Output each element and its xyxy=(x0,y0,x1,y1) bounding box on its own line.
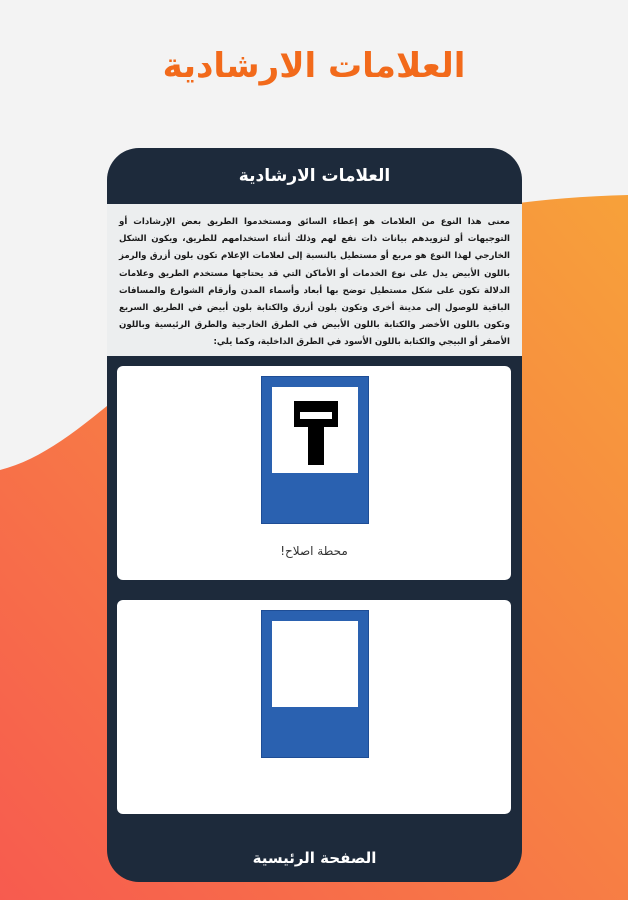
sign-card[interactable] xyxy=(117,366,511,580)
home-page-button[interactable]: الصفحة الرئيسية xyxy=(252,849,377,867)
description-text: معنى هذا النوع من العلامات هو إعطاء السائق ومستخدموا الطريق بعض الإرشادات أو التوجيهات أو لتزويدهم بيانات ذات نفع لهم وذلك أثناء استخدامهم للطريق، ويكون الشكل الخارجي لهذا النوع هو مربع أو مستطيل بالنسبة إلى لعلامات الإعلام تكون بلون أزرق والرمز باللون الأبيض يدل على نوع الخدمات أو الأماكن التي قد يحتاجها مستخدم الطريق وعلامات الدلالة تكون على شكل مستطيل توضح بها أبعاد وأسماء المدن وأرقام الشوارع والمسافات الباقية للوصول إلى مدينة أخرى وتكون بلون أزرق والكتابة بلون أبيض في الطريق السريع وتكون باللون الأخضر والكتابة باللون الأبيض في الطرق الخارجية والطرق الرئيسية وباللون الأصفر أو البيجي والكتابة باللون الأسود في الطرق الداخلية، وكما يلي: xyxy=(119,217,510,348)
repair-station-sign xyxy=(261,376,369,524)
wrench-icon xyxy=(272,387,358,473)
signs-list[interactable] xyxy=(107,356,522,834)
app-header-title: العلامات الارشادية xyxy=(238,166,391,186)
first-aid-sign xyxy=(261,610,369,758)
phone-mockup xyxy=(107,148,522,882)
description-panel xyxy=(107,204,522,356)
page-title: العلامات الارشادية xyxy=(162,46,466,86)
sign-caption: محطة اصلاح! xyxy=(280,544,348,558)
red-crescent-icon xyxy=(272,621,358,707)
sign-card[interactable] xyxy=(117,600,511,814)
